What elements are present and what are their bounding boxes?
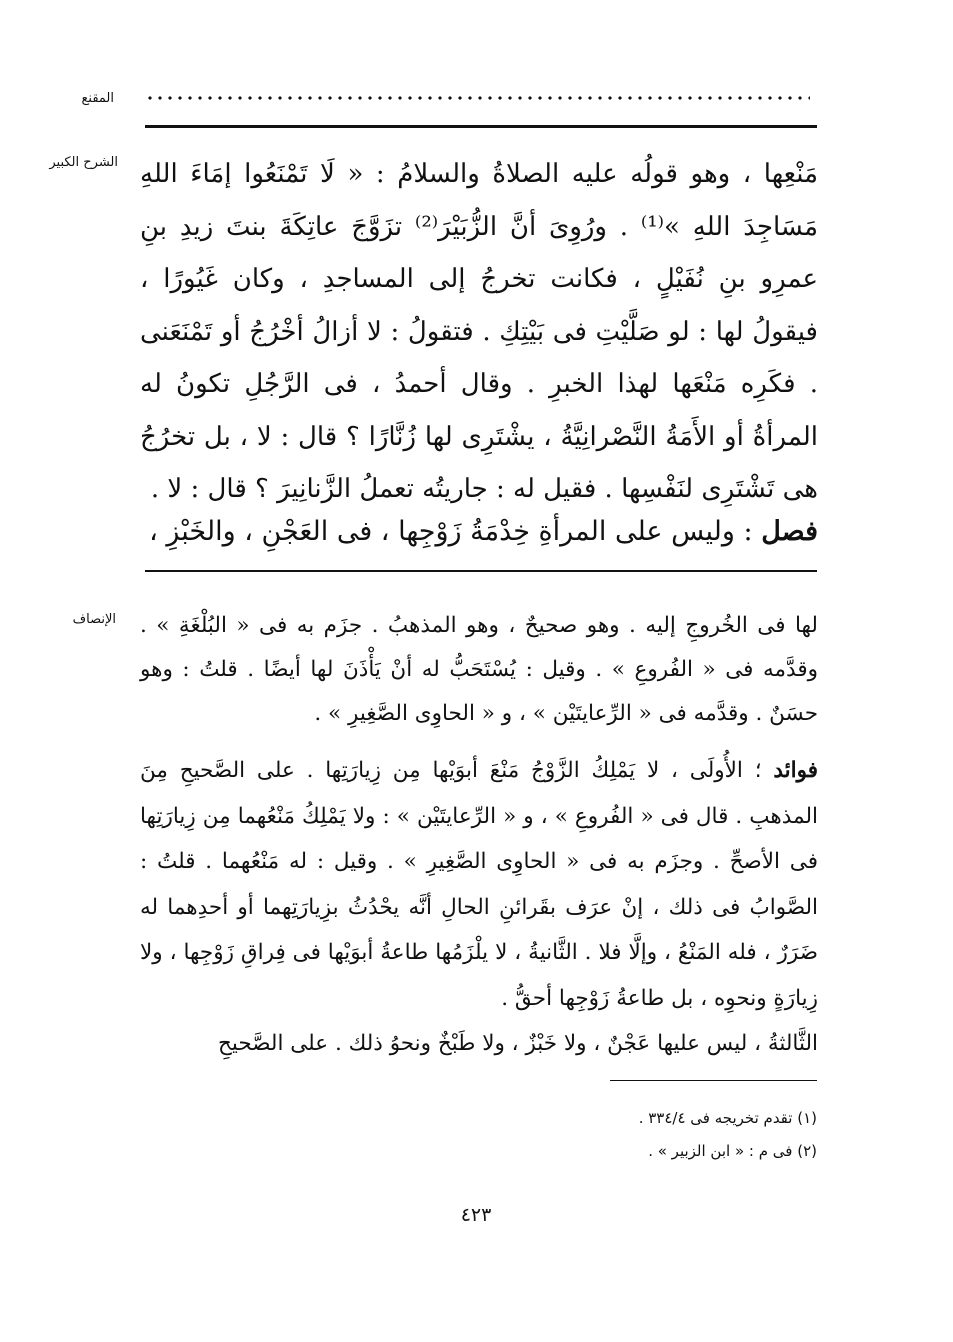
footnote-rule (610, 1080, 817, 1081)
sharh-paragraph: مَنْعِها ، وهو قولُه عليه الصلاةُ والسلامُ : « لَا تَمْنَعُوا إمَاءَ اللهِ مَسَاجِدَ اللهِ »⁽¹⁾ . ورُوِىَ أنَّ الزُّبَيْرَ⁽²⁾ تزَوَّجَ عاتِكَةَ بنتَ زيدِ بنِ عمرِو بنِ نُفَيْلٍ ، فكانت تخرجُ إلى المساجدِ ، وكان غَيُورًا ، فيقولُ لها : لو صَلَّيْتِ فى بَيْتِكِ . فتقولُ : لا أزالُ أخْرُجُ أو تَمْنَعَنى . فكَرِه مَنْعَها لهذا الخبرِ . وقال أحمدُ ، فى الرَّجُلِ تكونُ له المرأةُ أو الأَمَةُ النَّصْرانِيَّةُ ، يشْتَرِى لها زُنَّارًا ؟ قال : لا ، بل تخرُجُ هى تَشْتَرِى لنَفْسِها . فقيل له : جاريتُه تعملُ الزَّنانِيرَ ؟ قال : لا . (140, 159, 819, 504)
fasl-matn (140, 512, 818, 552)
footnote-2: (٢) فى م : « ابن الزبير » . (648, 1142, 817, 1160)
sharh-section-label: الشرح الكبير (49, 155, 118, 170)
section-divider (145, 570, 817, 572)
insaf-text-1: لها فى الخُروجِ إليه . وهو صحيحٌ ، وهو المذهبُ . جزَم به فى « البُلْغَةِ » . وقدَّمه فى « الفُروعِ » . وقيل : يُسْتَحَبُّ له أنْ يَأْذَنَ لها أيضًا . قلتُ : وهو حسَنٌ . وقدَّمه فى « الرِّعايتَيْن » ، و « الحاوِى الصَّغِيرِ » . (140, 613, 818, 726)
insaf-paragraph-2 (140, 748, 818, 1067)
fasl-text: : وليس على المرأةِ خِدْمَةُ زَوْجِها ، فى العَجْنِ ، والخَبْزِ ، (149, 516, 753, 547)
insaf-section-label: الإنصاف (72, 612, 116, 627)
fawaid-text: ؛ الأُولَى ، لا يَمْلِكُ الزَّوْجُ مَنْعَ أبوَيْها مِن زِيارَتِها . على الصَّحيحِ مِنَ المذهبِ . قال فى « الفُروعِ » ، و « الرِّعايتَيْن » : ولا يَمْلِكُ مَنْعُهما مِن زِيارَتِها فى الأصحِّ . وجزَم به فى « الحاوِى الصَّغِيرِ » . وقيل : له مَنْعُهما . قلتُ : الصَّوابُ فى ذلك ، إنْ عرَف بقَرائنِ الحالِ أنَّه يحْدُثُ بزِيارَتِهما أو أحدِهما له ضَرَرٌ ، فله المَنْعُ ، وإلَّا فلا . الثَّانيةُ ، لا يلْزَمُها طاعةُ أبوَيْها فى فِراقِ زَوْجِها ، ولا زِيارَةٍ ونحوِه ، بل طاعةُ زَوْجِها أحقُّ . (140, 758, 818, 1011)
insaf-text-2 (140, 748, 818, 1021)
insaf-paragraph-1 (140, 604, 818, 736)
header-rule (145, 125, 817, 128)
footnotes (560, 1102, 817, 1168)
footnote-1: (١) تقدم تخريجه فى ٣٣٤/٤ . (638, 1109, 817, 1127)
fasl-paragraph (140, 512, 818, 552)
header-dotted-leader (145, 92, 810, 104)
fasl-heading: فصل (761, 516, 818, 547)
insaf-text-3: الثَّالثةُ ، ليس عليها عَجْنٌ ، ولا خَبْزٌ ، ولا طَبْخٌ ونحوُ ذلك . على الصَّحيحِ (218, 1031, 818, 1056)
book-title: المقنع (81, 91, 114, 106)
sharh-text (140, 148, 818, 516)
fawaid-heading: فوائد (773, 758, 818, 783)
page-number: ٤٢٣ (460, 1204, 492, 1226)
